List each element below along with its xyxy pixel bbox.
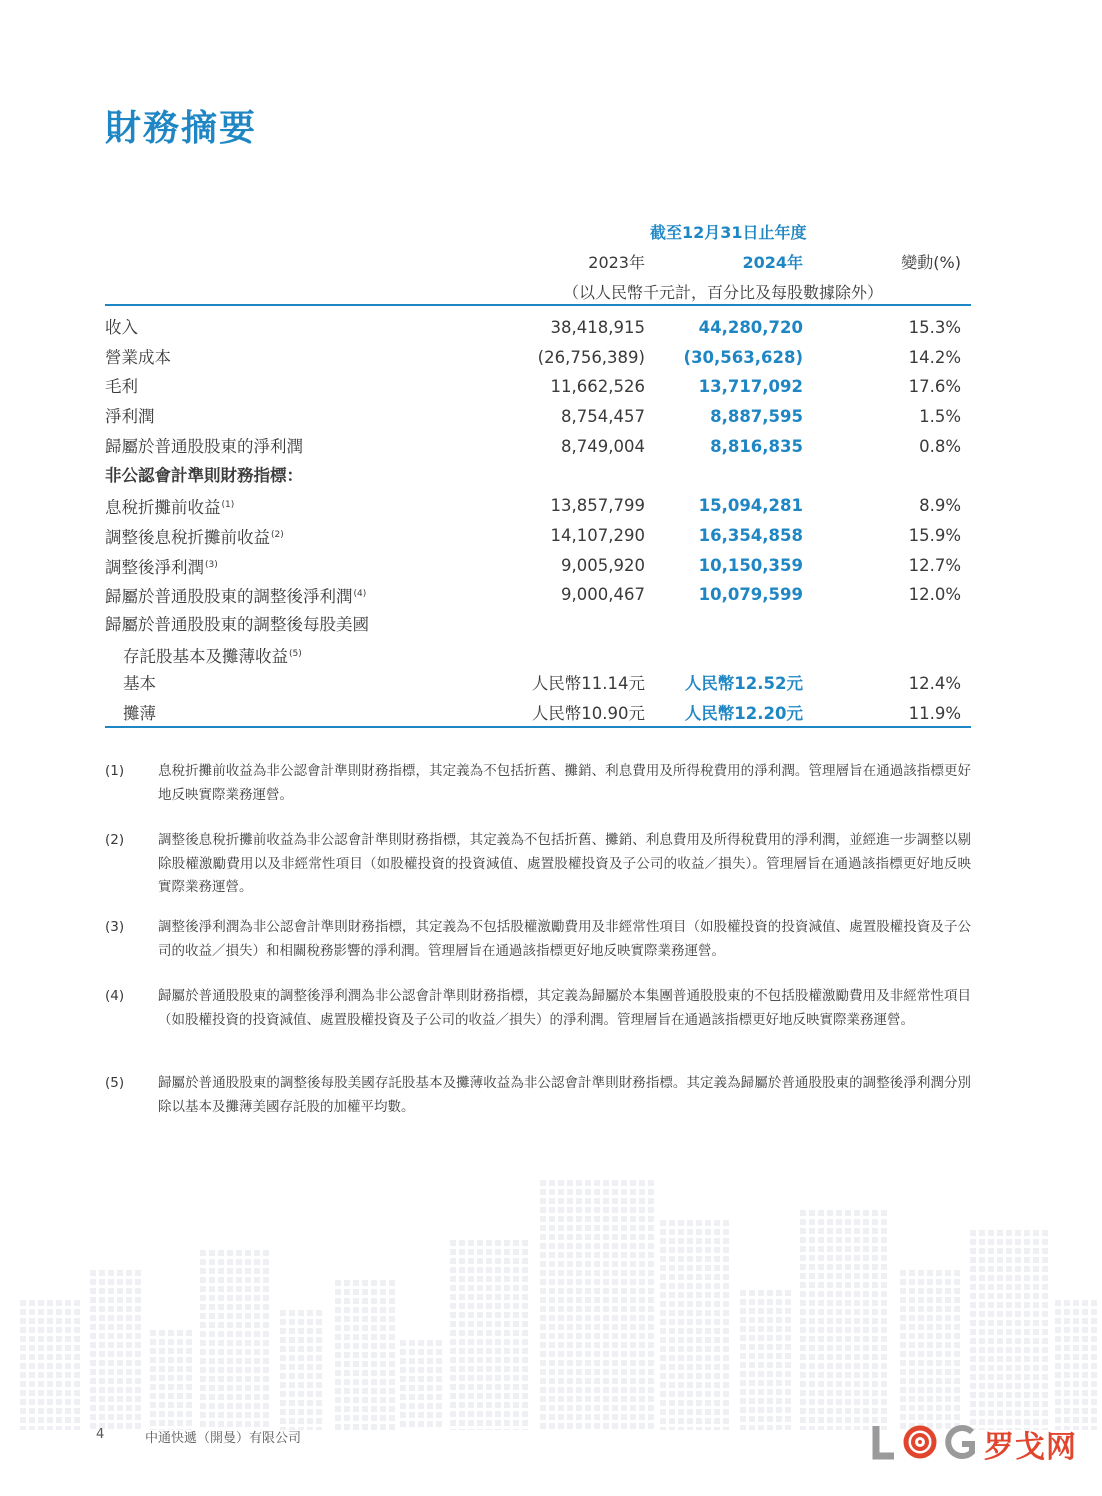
row-label [105, 402, 155, 431]
value-change: 12.7% [908, 555, 961, 575]
value-change: 0.8% [919, 436, 961, 456]
row-label-text: 歸屬於普通股股東的淨利潤 [105, 436, 303, 456]
value-2023: 11,662,526 [550, 377, 645, 397]
row-label-text: 息稅折攤前收益 [105, 498, 221, 518]
table-row [105, 461, 971, 491]
row-label-text: 收入 [105, 318, 138, 337]
value-2024: 15,094,281 [698, 496, 803, 516]
row-label [105, 461, 303, 490]
footnote-marker: (4) [353, 589, 367, 600]
value-2024: 人民幣12.52元 [684, 674, 803, 694]
table-row [105, 699, 971, 729]
footnote-text: 調整後淨利潤為非公認會計準則財務指標，其定義為不包括股權激勵費用及非經常性項目（如股權投資的投資減值、處置股權投資及子公司的收益／損失）和相關稅務影響的淨利潤。管理層旨在通過該指標更好地反映實際業務運營。 [158, 919, 971, 959]
row-label [123, 699, 156, 728]
watermark-logo [872, 1418, 1092, 1466]
logo-mark-icon [872, 1418, 984, 1466]
footnote-marker: (1) [221, 500, 235, 511]
table-row [105, 343, 971, 373]
value-change: 15.9% [908, 525, 961, 545]
row-label [105, 432, 303, 461]
value-change: 1.5% [919, 407, 961, 427]
value-change: 17.6% [908, 377, 961, 397]
table-row [105, 640, 971, 670]
value-2024: 8,816,835 [710, 436, 803, 456]
row-label [105, 580, 366, 611]
table-row [105, 313, 971, 343]
value-2023: 人民幣11.14元 [531, 674, 645, 694]
footnote-text: 息稅折攤前收益為非公認會計準則財務指標，其定義為不包括折舊、攤銷、利息費用及所得稅費用的淨利潤。管理層旨在通過該指標更好地反映實際業務運營。 [158, 763, 971, 803]
footnote-text: 歸屬於普通股股東的調整後淨利潤為非公認會計準則財務指標，其定義為歸屬於本集團普通股股東的不包括股權激勵費用及非經常性項目（如股權投資的投資減值、處置股權投資及子公司的收益／損失）的淨利潤。管理層旨在通過該指標更好地反映實際業務運營。 [158, 988, 971, 1028]
table-row [105, 372, 971, 402]
row-label [105, 372, 138, 401]
row-label [105, 491, 234, 522]
row-label-text: 歸屬於普通股股東的調整後每股美國 [105, 614, 369, 634]
value-2024: 10,150,359 [698, 555, 803, 575]
period-header-label: 截至12月31日止年度 [650, 223, 807, 242]
footnote-number: (5) [105, 1075, 125, 1091]
city-skyline-background [0, 1180, 1102, 1430]
value-2023: 8,754,457 [561, 407, 645, 427]
table-top-rule [105, 304, 971, 306]
row-label-text: 歸屬於普通股股東的調整後淨利潤 [105, 587, 353, 607]
row-label-text: 毛利 [105, 377, 138, 397]
page-number: 4 [96, 1427, 105, 1442]
value-change: 8.9% [919, 496, 961, 516]
value-change: 12.4% [908, 674, 961, 694]
column-header-2024: 2024年 [742, 253, 803, 272]
table-row [105, 669, 971, 699]
row-label [123, 669, 156, 698]
row-label [123, 640, 302, 671]
value-change: 15.3% [908, 318, 961, 337]
table-row [105, 491, 971, 521]
row-label-text: 淨利潤 [105, 407, 155, 427]
row-label-text: 調整後淨利潤 [105, 557, 204, 577]
table-row [105, 432, 971, 462]
table-row [105, 521, 971, 551]
value-2023: 38,418,915 [550, 318, 645, 337]
row-label [105, 551, 218, 582]
footnote-number: (2) [105, 832, 125, 848]
footnote-marker: (3) [205, 559, 218, 570]
logo-text: 罗戈网 [984, 1430, 1077, 1465]
table-row [105, 551, 971, 581]
value-2024: 13,717,092 [698, 377, 803, 397]
table-bottom-rule [105, 726, 971, 728]
value-2023: 14,107,290 [550, 525, 645, 545]
footnote-text: 歸屬於普通股股東的調整後每股美國存託股基本及攤薄收益為非公認會計準則財務指標。其定義為歸屬於普通股股東的調整後淨利潤分別除以基本及攤薄美國存託股的加權平均數。 [158, 1075, 971, 1115]
page-title: 財務摘要 [105, 108, 258, 149]
value-2023: (26,756,389) [537, 347, 645, 367]
value-2024: 8,887,595 [710, 407, 803, 427]
footnote-number: (4) [105, 988, 125, 1004]
row-label-text: 調整後息稅折攤前收益 [105, 527, 270, 547]
unit-note: （以人民幣千元計，百分比及每股數據除外） [563, 283, 884, 302]
value-change: 14.2% [908, 347, 961, 367]
table-row [105, 580, 971, 610]
value-2023: 9,005,920 [561, 555, 645, 575]
value-2023: 9,000,467 [561, 585, 645, 605]
row-label [105, 313, 138, 342]
column-header-2023: 2023年 [588, 253, 645, 272]
value-2023: 13,857,799 [550, 496, 645, 516]
value-2024: (30,563,628) [683, 347, 803, 367]
row-label-text: 攤薄 [123, 703, 156, 723]
value-change: 12.0% [908, 585, 961, 605]
row-label [105, 343, 171, 372]
table-row [105, 402, 971, 432]
value-2023: 8,749,004 [561, 436, 645, 456]
table-row [105, 610, 971, 640]
column-header-change: 變動(%) [901, 253, 961, 272]
row-label [105, 610, 369, 639]
table-body [105, 313, 971, 729]
row-label-text: 存託股基本及攤薄收益 [123, 646, 288, 666]
value-2023: 人民幣10.90元 [531, 703, 645, 723]
column-headers [105, 250, 971, 274]
footnote-number: (3) [105, 919, 125, 935]
footnote-text: 調整後息稅折攤前收益為非公認會計準則財務指標，其定義為不包括折舊、攤銷、利息費用及所得稅費用的淨利潤，並經進一步調整以剔除股權激勵費用以及非經常性項目（如股權投資的投資減值、處置股權投資及子公司的收益／損失）。管理層旨在通過該指標更好地反映實際業務運營。 [158, 832, 971, 895]
row-label-text: 營業成本 [105, 347, 171, 367]
row-label-text: 非公認會計準則財務指標： [105, 466, 303, 486]
footnote-number: (1) [105, 763, 125, 779]
company-name: 中通快遞（開曼）有限公司 [145, 1431, 302, 1446]
row-label-text: 基本 [123, 674, 156, 694]
footnote-marker: (5) [289, 648, 302, 659]
value-change: 11.9% [908, 703, 961, 723]
value-2024: 16,354,858 [698, 525, 803, 545]
row-label [105, 521, 284, 552]
value-2024: 44,280,720 [698, 318, 803, 337]
value-2024: 10,079,599 [698, 585, 803, 605]
value-2024: 人民幣12.20元 [684, 703, 803, 723]
footnote-marker: (2) [271, 529, 284, 540]
